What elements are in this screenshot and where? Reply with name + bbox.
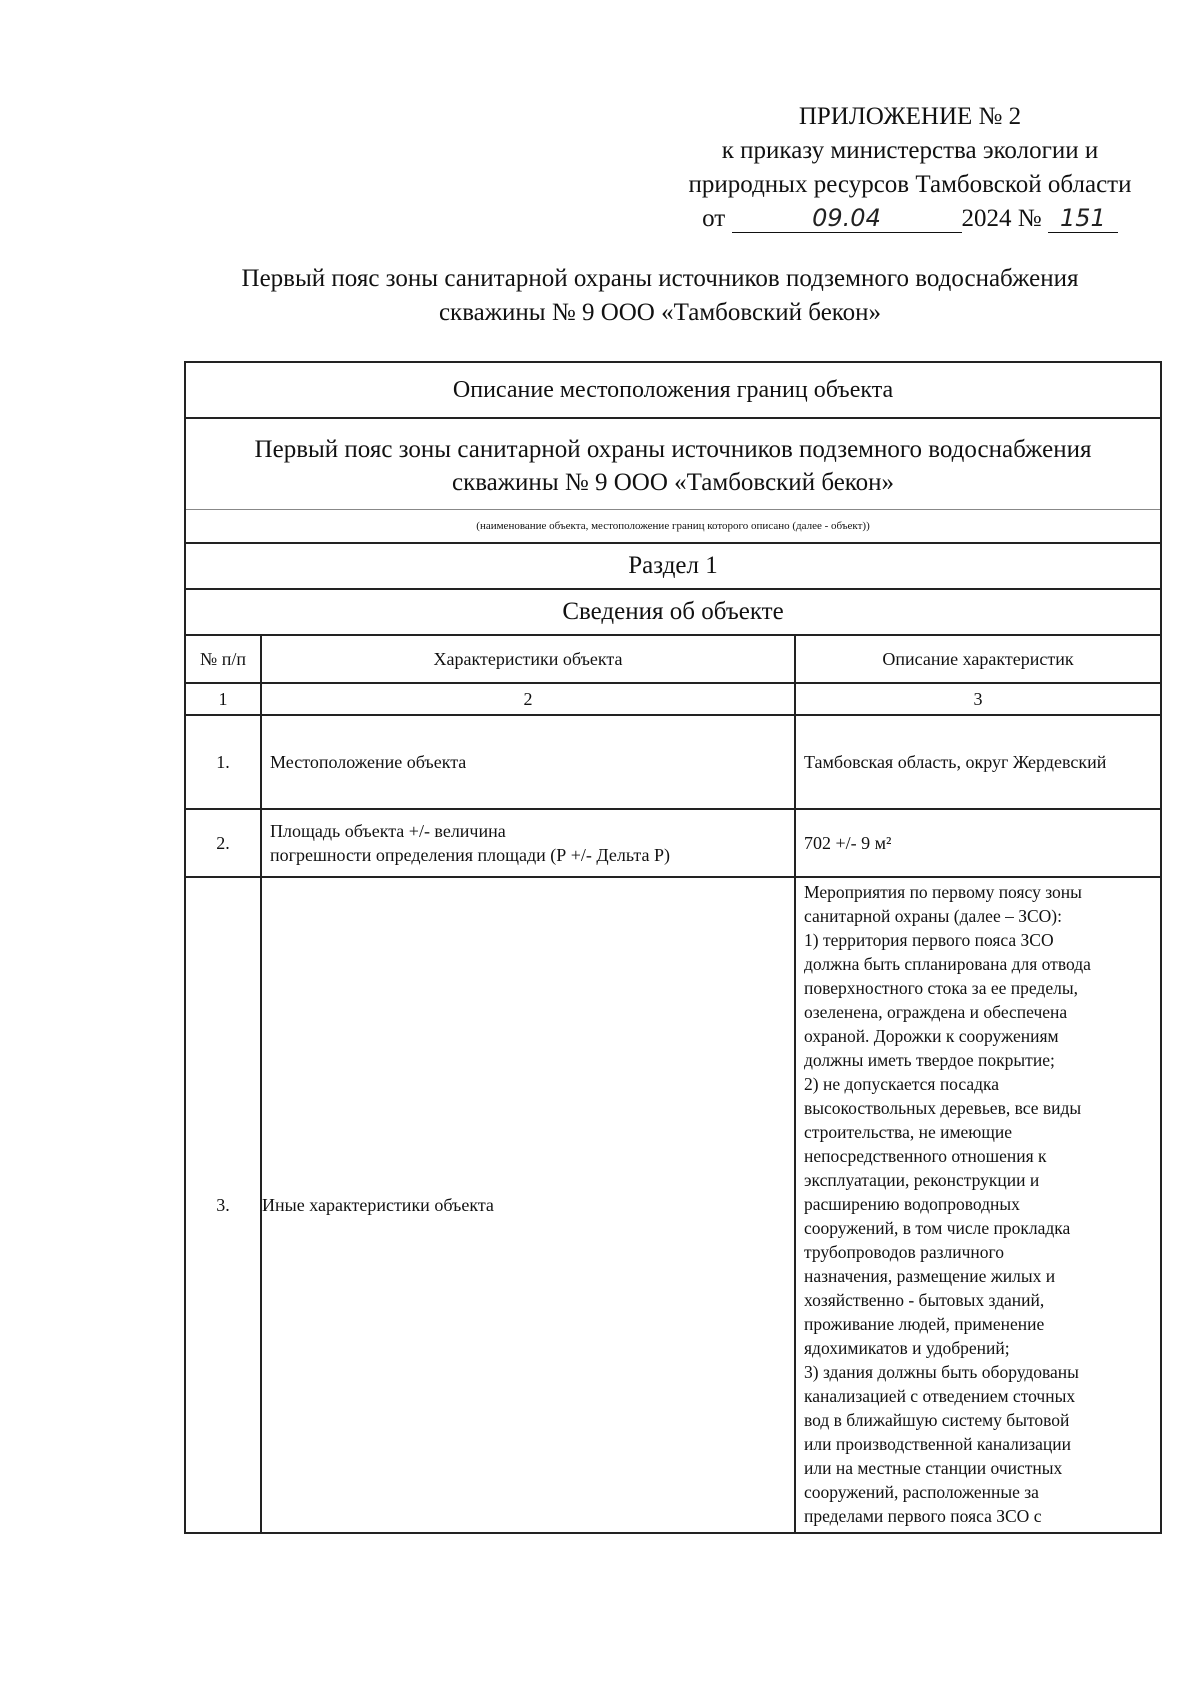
- description-line: санитарной охраны (далее – ЗСО):: [804, 906, 1062, 926]
- description-line: должны иметь твердое покрытие;: [804, 1050, 1055, 1070]
- row-number: 1.: [185, 715, 261, 809]
- description-line: трубопроводов различного: [804, 1242, 1005, 1262]
- document-title: [150, 262, 1170, 330]
- row-characteristic: [261, 809, 795, 877]
- description-line: высокоствольных деревьев, все виды: [804, 1098, 1082, 1118]
- table-row: [185, 877, 1161, 1533]
- description-line: эксплуатации, реконструкции и: [804, 1170, 1040, 1190]
- column-number: 2: [261, 683, 795, 715]
- description-line: Мероприятия по первому поясу зоны: [804, 882, 1082, 902]
- section-label: Раздел 1: [185, 543, 1161, 589]
- description-line: 1) территория первого пояса ЗСО: [804, 930, 1054, 950]
- description-line: канализацией с отведением сточных: [804, 1386, 1076, 1406]
- object-name: [185, 418, 1161, 510]
- row-characteristic: Местоположение объекта: [261, 715, 795, 809]
- year-label: 2024 №: [961, 205, 1042, 232]
- handwritten-number: 151: [1048, 204, 1118, 233]
- appendix-date-row: [640, 202, 1180, 236]
- description-line: или производственной канализации: [804, 1434, 1072, 1454]
- column-header-num: № п/п: [185, 635, 261, 683]
- description-line: поверхностного стока за ее пределы,: [804, 978, 1078, 998]
- from-label: от: [702, 205, 726, 232]
- row-description: Тамбовская область, округ Жердевский: [795, 715, 1161, 809]
- description-line: непосредственного отношения к: [804, 1146, 1047, 1166]
- row-characteristic-line-1: Площадь объекта +/- величина: [270, 821, 506, 841]
- handwritten-date: 09.04: [732, 204, 962, 233]
- description-line: строительства, не имеющие: [804, 1122, 1012, 1142]
- description-line: вод в ближайшую систему бытовой: [804, 1410, 1070, 1430]
- appendix-header: [640, 100, 1180, 236]
- document-title-line-2: скважины № 9 ООО «Тамбовский бекон»: [438, 299, 882, 326]
- row-number: 3.: [185, 877, 261, 1533]
- appendix-line-2: природных ресурсов Тамбовской области: [688, 171, 1132, 198]
- column-number: 3: [795, 683, 1161, 715]
- column-header-description: Описание характеристик: [795, 635, 1161, 683]
- appendix-line-1: к приказу министерства экологии и: [721, 137, 1099, 164]
- description-line: расширению водопроводных: [804, 1194, 1020, 1214]
- description-line: или на местные станции очистных: [804, 1458, 1063, 1478]
- description-line: ядохимикатов и удобрений;: [804, 1338, 1010, 1358]
- table-header-row: [185, 635, 1161, 683]
- row-description: [795, 877, 1161, 1533]
- description-line: должна быть спланирована для отвода: [804, 954, 1091, 974]
- section-title: Сведения об объекте: [185, 589, 1161, 635]
- description-line: озеленена, ограждена и обеспечена: [804, 1002, 1068, 1022]
- description-line: 3) здания должны быть оборудованы: [804, 1362, 1079, 1382]
- column-header-characteristic: Характеристики объекта: [261, 635, 795, 683]
- description-line: охраной. Дорожки к сооружениям: [804, 1026, 1059, 1046]
- object-name-line-1: Первый пояс зоны санитарной охраны источников подземного водоснабжения: [254, 436, 1092, 463]
- object-description-table: [184, 361, 1162, 1534]
- column-number: 1: [185, 683, 261, 715]
- description-line: назначения, размещение жилых и: [804, 1266, 1056, 1286]
- row-characteristic-line-2: погрешности определения площади (Р +/- Дельта Р): [270, 845, 670, 865]
- description-line: сооружений, расположенные за: [804, 1482, 1039, 1502]
- column-number-row: [185, 683, 1161, 715]
- table-row: [185, 809, 1161, 877]
- document-title-line-1: Первый пояс зоны санитарной охраны источников подземного водоснабжения: [241, 265, 1079, 292]
- description-line: 2) не допускается посадка: [804, 1074, 1000, 1094]
- table-row: [185, 715, 1161, 809]
- row-description: 702 +/- 9 м²: [795, 809, 1161, 877]
- description-line: пределами первого пояса ЗСО с: [804, 1506, 1042, 1526]
- appendix-title: ПРИЛОЖЕНИЕ № 2: [798, 103, 1022, 130]
- description-line: проживание людей, применение: [804, 1314, 1045, 1334]
- description-line: сооружений, в том числе прокладка: [804, 1218, 1071, 1238]
- row-characteristic: Иные характеристики объекта: [261, 877, 795, 1533]
- object-name-line-2: скважины № 9 ООО «Тамбовский бекон»: [451, 469, 895, 496]
- description-line: хозяйственно - бытовых зданий,: [804, 1290, 1045, 1310]
- object-name-note: (наименование объекта, местоположение границ которого описано (далее - объект)): [185, 510, 1161, 544]
- row-number: 2.: [185, 809, 261, 877]
- table-heading: Описание местоположения границ объекта: [185, 362, 1161, 418]
